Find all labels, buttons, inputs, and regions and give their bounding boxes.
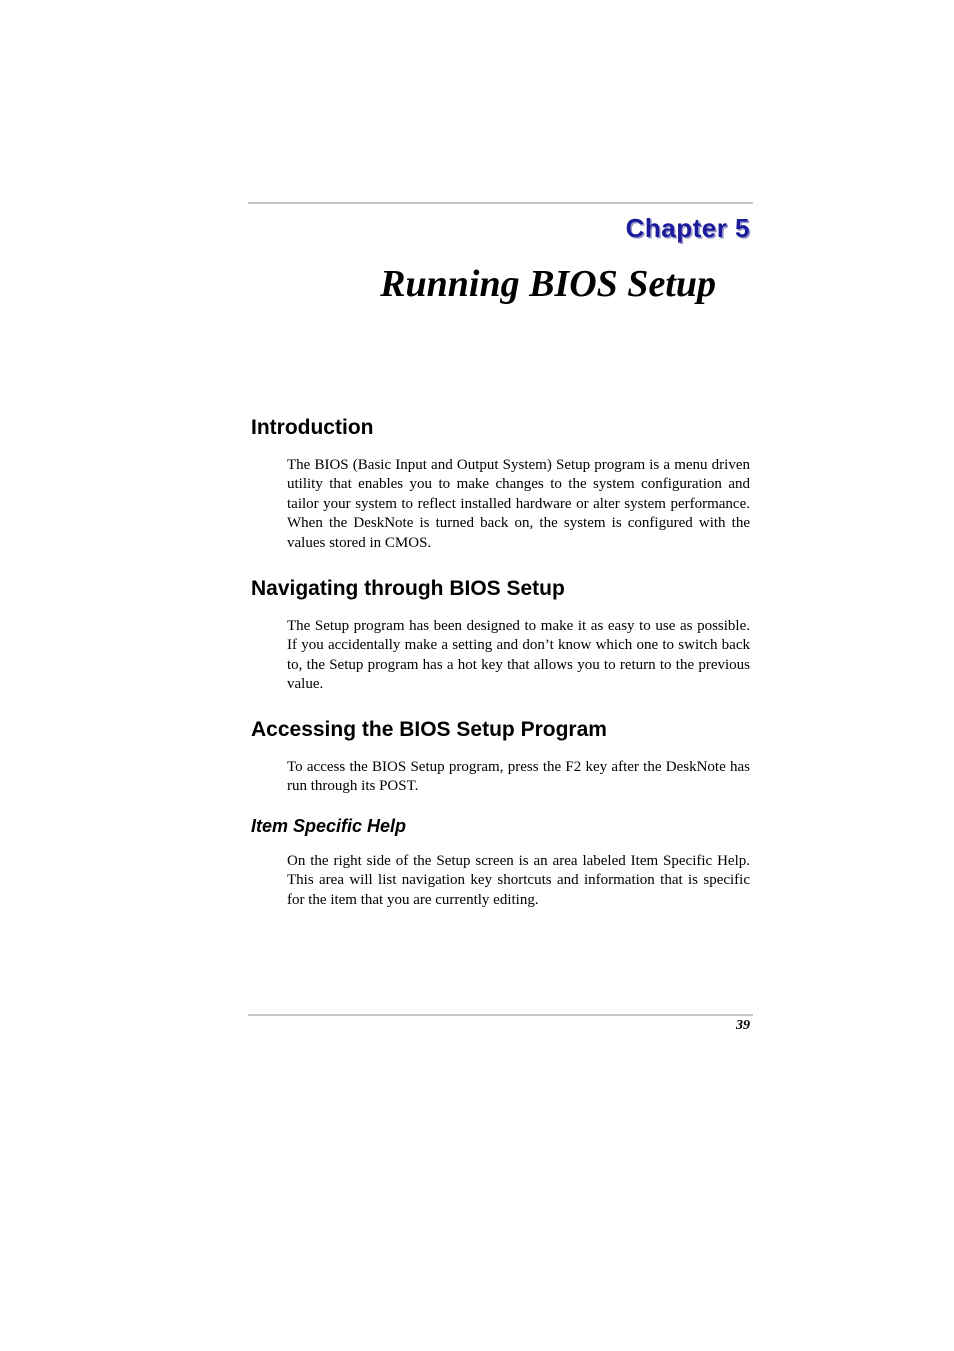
section-heading-navigating: Navigating through BIOS Setup xyxy=(251,577,565,600)
chapter-title: Running BIOS Setup xyxy=(380,263,716,305)
section-body-introduction: The BIOS (Basic Input and Output System) Setup program is a menu driven utility that enables you to make changes to the system configuration and tailor your system to reflect installed hardware or alter system performance. When the DeskNote is turned back on, the system is configured with the values stored in CMOS. xyxy=(287,457,750,551)
section-body-navigating: The Setup program has been designed to make it as easy to use as possible. If you accidentally make a setting and don’t know which one to switch back to, the Setup program has a hot key that allows you to return to the previous value. xyxy=(287,618,750,693)
page-number: 39 xyxy=(736,1018,750,1033)
footer-rule xyxy=(248,1014,753,1016)
chapter-label: Chapter 5 xyxy=(625,213,750,243)
section-heading-introduction: Introduction xyxy=(251,416,374,439)
section-heading-accessing: Accessing the BIOS Setup Program xyxy=(251,718,607,741)
header-rule xyxy=(248,202,753,204)
subsection-heading-item-specific-help: Item Specific Help xyxy=(251,816,407,836)
subsection-body-item-specific-help: On the right side of the Setup screen is an area labeled Item Specific Help. This area will list navigation key shortcuts and information that is specific for the item that you are currently editing. xyxy=(287,853,750,908)
section-body-accessing: To access the BIOS Setup program, press the F2 key after the DeskNote has run through its POST. xyxy=(287,759,750,795)
